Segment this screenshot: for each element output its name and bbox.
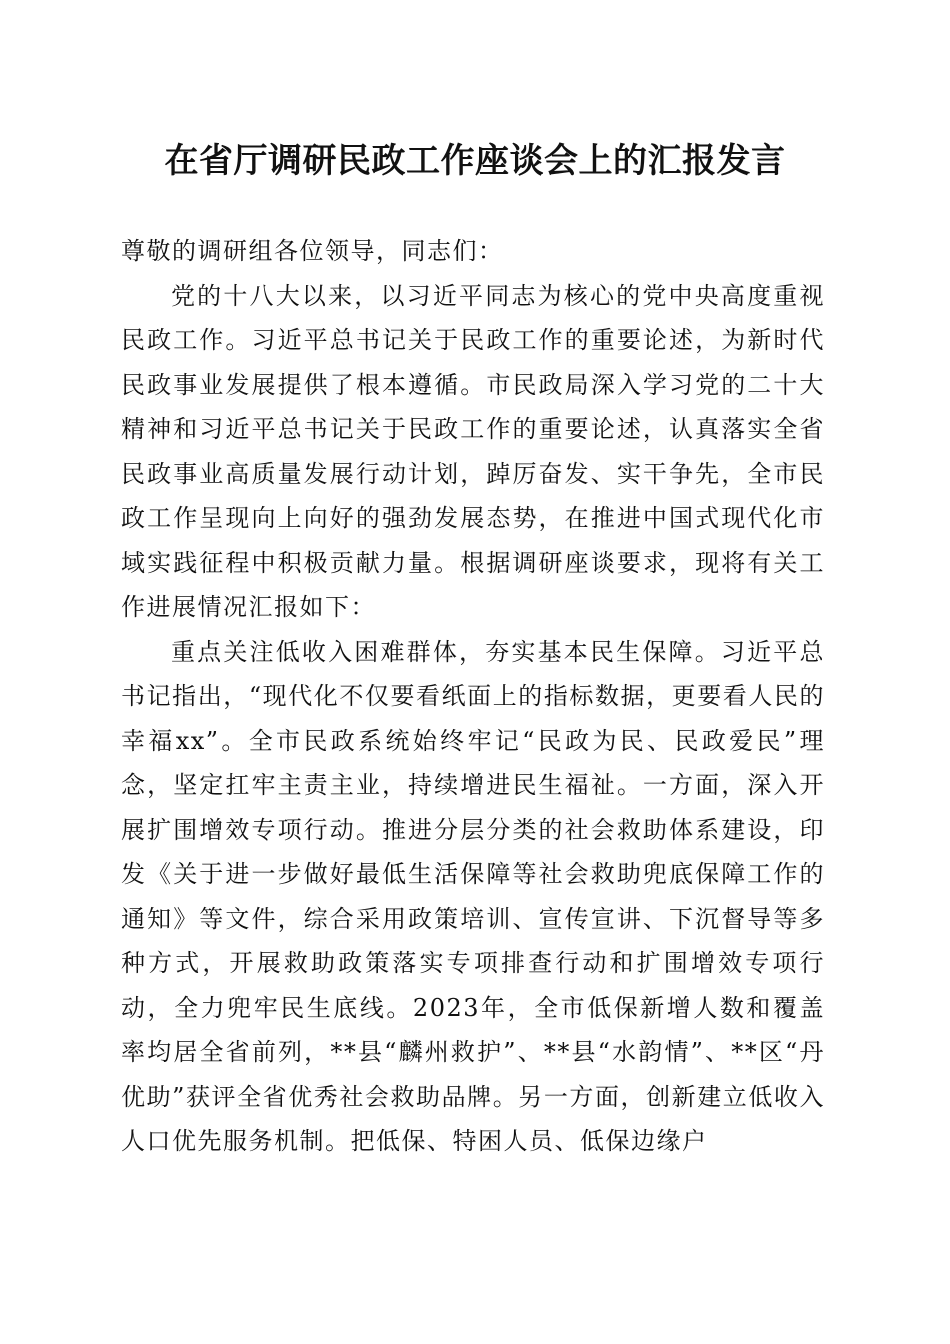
document-body xyxy=(121,229,825,1164)
paragraph-intro: 党的十八大以来，以习近平同志为核心的党中央高度重视民政工作。习近平总书记关于民政工作的重要论述，为新时代民政事业发展提供了根本遵循。市民政局深入学习党的二十大精神和习近平总书记关于民政工作的重要论述，认真落实全省民政事业高质量发展行动计划，踔厉奋发、实干争先，全市民政工作呈现向上向好的强劲发展态势，在推进中国式现代化市域实践征程中积极贡献力量。根据调研座谈要求，现将有关工作进展情况汇报如下： xyxy=(121,281,825,621)
salutation: 尊敬的调研组各位领导，同志们： xyxy=(121,237,504,265)
paragraph-livelihood: 重点关注低收入困难群体，夯实基本民生保障。习近平总书记指出，“现代化不仅要看纸面上的指标数据，更要看人民的幸福xx”。全市民政系统始终牢记“民政为民、民政爱民”理念，坚定扛牢主责主业，持续增进民生福祉。一方面，深入开展扩围增效专项行动。推进分层分类的社会救助体系建设，印发《关于进一步做好最低生活保障等社会救助兜底保障工作的通知》等文件，综合采用政策培训、宣传宣讲、下沉督导等多种方式，开展救助政策落实专项排查行动和扩围增效专项行动，全力兜牢民生底线。2023年，全市低保新增人数和覆盖率均居全省前列，**县“麟州救护”、**县“水韵情”、**区“丹优助”获评全省优秀社会救助品牌。另一方面，创新建立低收入人口优先服务机制。把低保、特困人员、低保边缘户 xyxy=(121,637,825,1155)
document-title: 在省厅调研民政工作座谈会上的汇报发言 xyxy=(164,141,786,181)
